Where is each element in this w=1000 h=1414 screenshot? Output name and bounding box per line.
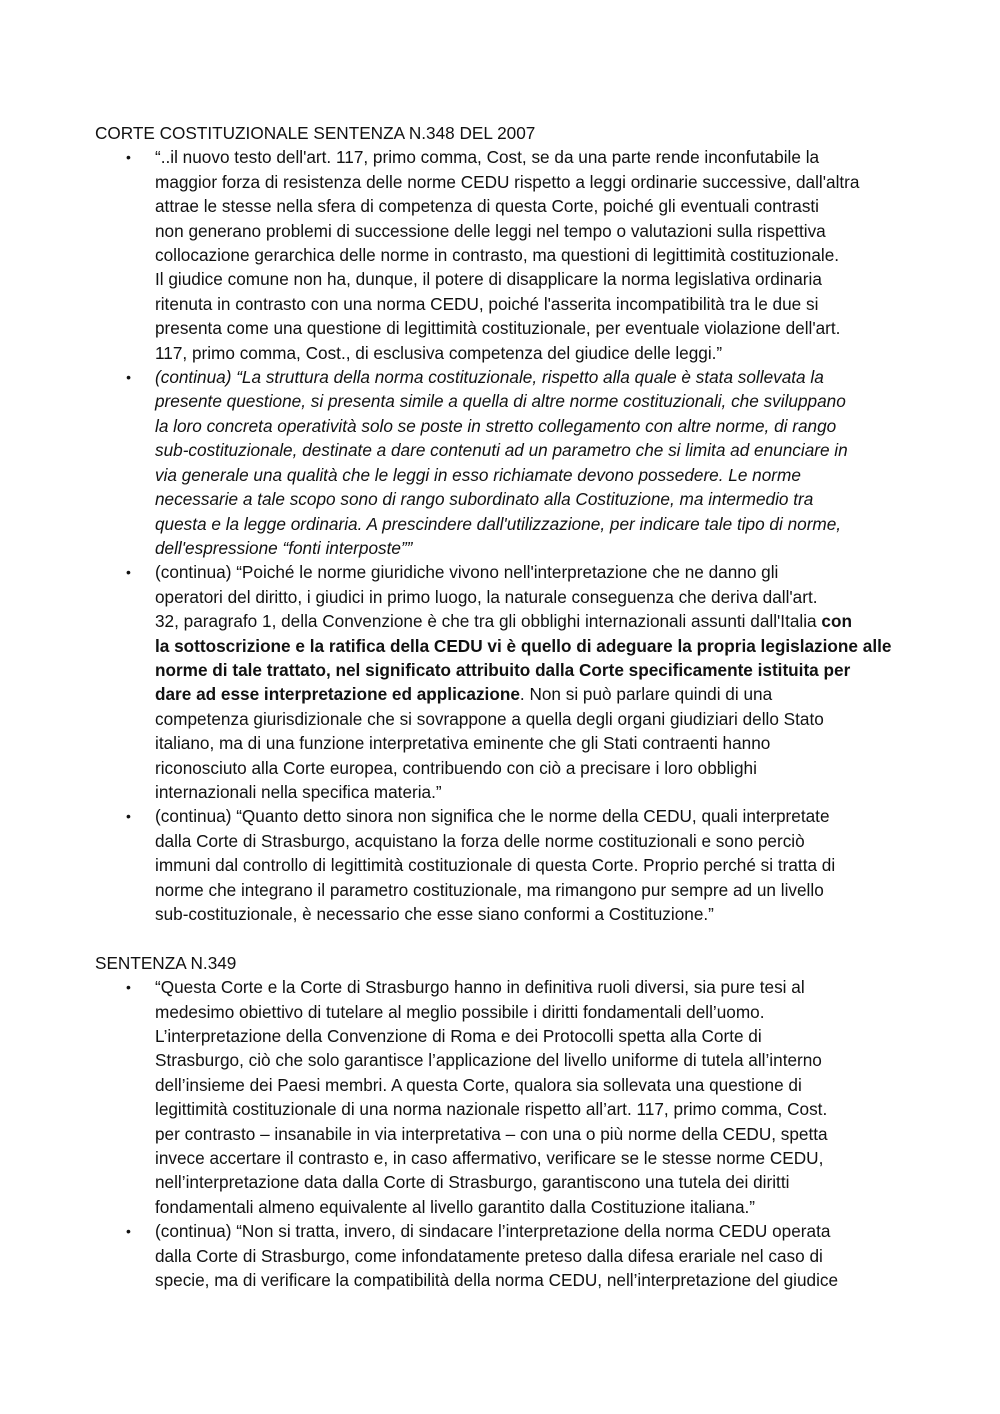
text-line: dell’insieme dei Paesi membri. A questa Corte, qualora sia sollevata una questione di [155, 1074, 802, 1095]
text-line: per contrasto – insanabile in via interpretativa – con una o più norme della CEDU, spetta [155, 1123, 828, 1144]
text-line: presenta come una questione di legittimità costituzionale, per eventuale violazione dell'art. [155, 318, 841, 339]
text-line: questa e la legge ordinaria. A prescindere dall'utilizzazione, per indicare tale tipo di norme, [155, 513, 842, 534]
text-line: Strasburgo, ciò che solo garantisce l’applicazione del livello uniforme di tutela all’interno [155, 1050, 822, 1071]
text-line: via generale una qualità che le leggi in esso richiamate devono possedere. Le norme [155, 464, 801, 485]
text-line: immuni dal controllo di legittimità costituzionale di questa Corte. Proprio perché si tratta di [155, 855, 836, 876]
bold-text-segment: dare ad esse interpretazione ed applicazione [155, 684, 520, 705]
bold-text-line: la sottoscrizione e la ratifica della CEDU vi è quello di adeguare la propria legislazione alle [155, 635, 892, 656]
text-line: italiano, ma di una funzione interpretativa eminente che gli Stati contraenti hanno [155, 733, 771, 754]
text-line: sub-costituzionale, destinate a dare contenuti ad un parametro che si limita ad enunciare in [155, 440, 848, 461]
text-line: fondamentali almeno equivalente al livello garantito dalla Costituzione italiana.” [155, 1196, 756, 1217]
bullet-list-sentenza-349 [95, 975, 915, 1292]
text-line: L’interpretazione della Convenzione di Roma e dei Protocolli spetta alla Corte di [155, 1026, 762, 1047]
text-segment: 32, paragrafo 1, della Convenzione è che tra gli obblighi internazionali assunti dall'Italia [155, 611, 822, 632]
bullet-list-sentenza-348 [95, 145, 915, 926]
text-line: (continua) “Quanto detto sinora non significa che le norme della CEDU, quali interpretate [155, 806, 830, 827]
list-item [95, 365, 915, 560]
text-line: maggior forza di resistenza delle norme CEDU rispetto a leggi ordinarie successive, dall'altra [155, 171, 860, 192]
bold-text-line: norme di tale trattato, nel significato attribuito dalla Corte specificamente istituita per [155, 659, 851, 680]
text-line: Il giudice comune non ha, dunque, il potere di disapplicare la norma legislativa ordinaria [155, 269, 822, 290]
text-line: (continua) “La struttura della norma costituzionale, rispetto alla quale è stata sollevata la [155, 367, 824, 388]
text-line: 117, primo comma, Cost., di esclusiva competenza del giudice delle leggi.” [155, 342, 723, 363]
text-line: invece accertare il contrasto e, in caso affermativo, verificare se le stesse norme CEDU, [155, 1148, 824, 1169]
text-segment: . Non si può parlare quindi di una [519, 684, 773, 705]
list-item [95, 145, 915, 365]
section-title-sentenza-348: CORTE COSTITUZIONALE SENTENZA N.348 DEL 2007 [95, 123, 536, 143]
text-line: dalla Corte di Strasburgo, come infondatamente preteso dalla difesa erariale nel caso di [155, 1245, 823, 1266]
bullet-icon: • [126, 369, 131, 386]
text-line: (continua) “Poiché le norme giuridiche vivono nell'interpretazione che ne danno gli [155, 562, 779, 583]
text-line: operatori del diritto, i giudici in primo luogo, la naturale conseguenza che deriva dall'art. [155, 586, 818, 607]
bullet-icon: • [126, 149, 131, 166]
list-item [95, 560, 915, 804]
text-line: specie, ma di verificare la compatibilità della norma CEDU, nell’interpretazione del giudice [155, 1270, 839, 1291]
text-line [155, 609, 915, 633]
text-line: dell'espressione “fonti interposte”” [155, 537, 413, 558]
text-line: medesimo obiettivo di tutelare al meglio possibile i diritti fondamentali dell’uomo. [155, 1001, 765, 1022]
bullet-icon: • [126, 1223, 131, 1240]
text-line: la loro concreta operatività solo se poste in stretto collegamento con altre norme, di rango [155, 415, 837, 436]
text-line: attrae le stesse nella sfera di competenza di questa Corte, poiché gli eventuali contrasti [155, 196, 820, 217]
text-line: ritenuta in contrasto con una norma CEDU, poiché l'asserita incompatibilità tra le due si [155, 293, 819, 314]
text-line: sub-costituzionale, è necessario che esse siano conformi a Costituzione.” [155, 904, 714, 924]
text-line: dalla Corte di Strasburgo, acquistano la forza delle norme costituzionali e sono perciò [155, 830, 805, 851]
text-line: legittimità costituzionale di una norma nazionale rispetto all’art. 117, primo comma, Cost. [155, 1099, 828, 1120]
text-line: norme che integrano il parametro costituzionale, ma rimangono pur sempre ad un livello [155, 879, 824, 900]
list-item [95, 975, 915, 1219]
bullet-icon: • [126, 979, 131, 996]
text-line: (continua) “Non si tratta, invero, di sindacare l’interpretazione della norma CEDU operata [155, 1221, 831, 1242]
section-spacer [95, 926, 915, 950]
text-line: necessarie a tale scopo sono di rango subordinato alla Costituzione, ma intermedio tra [155, 489, 814, 510]
section-title-sentenza-349: SENTENZA N.349 [95, 952, 237, 973]
text-line: riconosciuto alla Corte europea, contribuendo con ciò a precisare i loro obblighi [155, 757, 757, 778]
text-line: “Questa Corte e la Corte di Strasburgo hanno in definitiva ruoli diversi, sia pure tesi al [155, 977, 805, 998]
text-line: “..il nuovo testo dell'art. 117, primo comma, Cost, se da una parte rende inconfutabile la [155, 147, 820, 168]
text-line: internazionali nella specifica materia.” [155, 781, 442, 802]
text-line: collocazione gerarchica delle norme in contrasto, ma questioni di legittimità costituzionale. [155, 245, 840, 266]
document-page [95, 121, 915, 1292]
bullet-icon: • [126, 564, 131, 581]
text-line: nell’interpretazione data dalla Corte di Strasburgo, garantiscono una tutela dei diritti [155, 1172, 790, 1193]
list-item [95, 804, 915, 926]
bullet-icon: • [126, 808, 131, 825]
text-line: competenza giurisdizionale che si sovrappone a quella degli organi giudiziari dello Stato [155, 708, 824, 729]
text-line: non generano problemi di successione delle leggi nel tempo o valutazioni sulla rispettiva [155, 220, 826, 241]
text-line: presente questione, si presenta simile a quella di altre norme costituzionali, che sviluppano [155, 391, 846, 412]
list-item [95, 1219, 915, 1292]
bold-text-segment: con [821, 611, 852, 632]
text-line [155, 682, 915, 706]
